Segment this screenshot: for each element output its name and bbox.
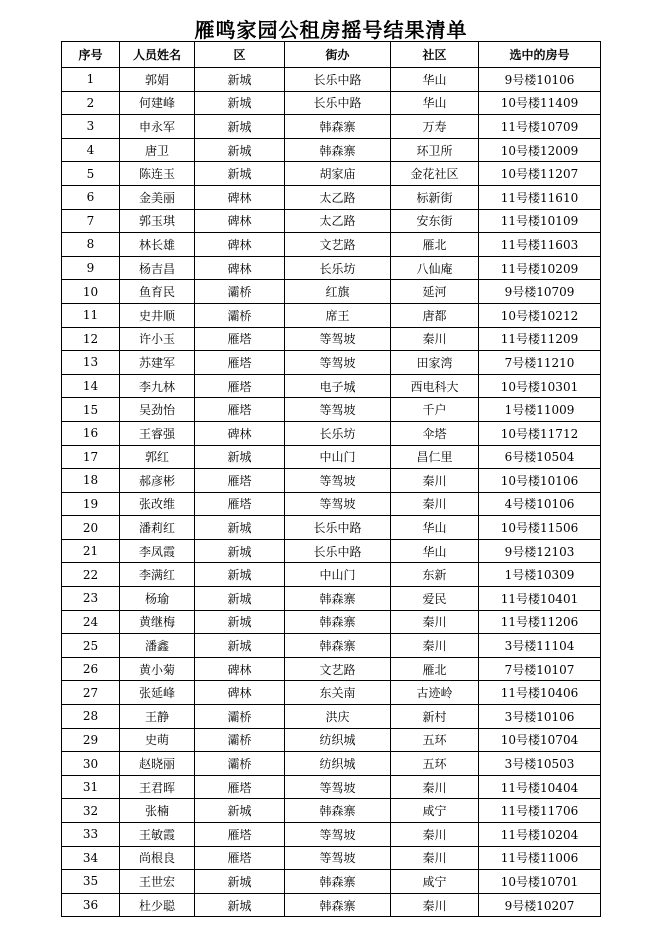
- subdistrict-cell: 红旗: [285, 280, 391, 304]
- community-cell: 咸宁: [391, 799, 479, 823]
- table-row: [62, 587, 601, 611]
- room-cell: 11号楼11603: [479, 233, 601, 257]
- subdistrict-cell: 等驾坡: [285, 846, 391, 870]
- table-row: [62, 398, 601, 422]
- subdistrict-cell: 文艺路: [285, 657, 391, 681]
- room-cell: 11号楼10406: [479, 681, 601, 705]
- room-cell: 10号楼10704: [479, 728, 601, 752]
- table-row: [62, 115, 601, 139]
- seq-cell: 25: [62, 634, 120, 658]
- community-cell: 五环: [391, 752, 479, 776]
- subdistrict-cell: 等驾坡: [285, 469, 391, 493]
- community-cell: 秦川: [391, 893, 479, 917]
- district-cell: 碑林: [195, 421, 285, 445]
- room-cell: 9号楼10207: [479, 893, 601, 917]
- district-cell: 新城: [195, 91, 285, 115]
- subdistrict-cell: 韩森寨: [285, 115, 391, 139]
- subdistrict-cell: 韩森寨: [285, 587, 391, 611]
- name-cell: 王睿强: [120, 421, 195, 445]
- table-row: [62, 539, 601, 563]
- seq-cell: 7: [62, 209, 120, 233]
- name-cell: 李九林: [120, 374, 195, 398]
- district-cell: 新城: [195, 516, 285, 540]
- district-cell: 雁塔: [195, 823, 285, 847]
- name-cell: 苏建军: [120, 351, 195, 375]
- seq-cell: 20: [62, 516, 120, 540]
- results-table: [61, 41, 601, 917]
- district-cell: 雁塔: [195, 327, 285, 351]
- subdistrict-cell: 等驾坡: [285, 351, 391, 375]
- district-cell: 新城: [195, 799, 285, 823]
- name-cell: 何建峰: [120, 91, 195, 115]
- header-district: 区: [195, 42, 285, 68]
- community-cell: 千户: [391, 398, 479, 422]
- community-cell: 田家湾: [391, 351, 479, 375]
- name-cell: 王敏霞: [120, 823, 195, 847]
- subdistrict-cell: 长乐中路: [285, 516, 391, 540]
- district-cell: 碑林: [195, 681, 285, 705]
- seq-cell: 21: [62, 539, 120, 563]
- subdistrict-cell: 电子城: [285, 374, 391, 398]
- room-cell: 11号楼10401: [479, 587, 601, 611]
- table-row: [62, 374, 601, 398]
- district-cell: 雁塔: [195, 469, 285, 493]
- table-row: [62, 681, 601, 705]
- name-cell: 张楠: [120, 799, 195, 823]
- header-room: 选中的房号: [479, 42, 601, 68]
- seq-cell: 23: [62, 587, 120, 611]
- room-cell: 11号楼10404: [479, 775, 601, 799]
- community-cell: 万寿: [391, 115, 479, 139]
- district-cell: 新城: [195, 563, 285, 587]
- room-cell: 3号楼10106: [479, 705, 601, 729]
- room-cell: 10号楼10701: [479, 870, 601, 894]
- subdistrict-cell: 韩森寨: [285, 634, 391, 658]
- room-cell: 11号楼11206: [479, 610, 601, 634]
- room-cell: 9号楼10106: [479, 68, 601, 92]
- seq-cell: 26: [62, 657, 120, 681]
- community-cell: 八仙庵: [391, 256, 479, 280]
- subdistrict-cell: 长乐坊: [285, 256, 391, 280]
- room-cell: 3号楼11104: [479, 634, 601, 658]
- community-cell: 秦川: [391, 327, 479, 351]
- community-cell: 金花社区: [391, 162, 479, 186]
- community-cell: 新村: [391, 705, 479, 729]
- room-cell: 1号楼11009: [479, 398, 601, 422]
- subdistrict-cell: 中山门: [285, 445, 391, 469]
- room-cell: 10号楼10106: [479, 469, 601, 493]
- room-cell: 11号楼11209: [479, 327, 601, 351]
- seq-cell: 4: [62, 138, 120, 162]
- subdistrict-cell: 中山门: [285, 563, 391, 587]
- subdistrict-cell: 等驾坡: [285, 775, 391, 799]
- seq-cell: 30: [62, 752, 120, 776]
- seq-cell: 19: [62, 492, 120, 516]
- name-cell: 尚根良: [120, 846, 195, 870]
- room-cell: 11号楼10204: [479, 823, 601, 847]
- seq-cell: 2: [62, 91, 120, 115]
- district-cell: 碑林: [195, 185, 285, 209]
- seq-cell: 32: [62, 799, 120, 823]
- room-cell: 10号楼10212: [479, 303, 601, 327]
- district-cell: 新城: [195, 138, 285, 162]
- subdistrict-cell: 韩森寨: [285, 610, 391, 634]
- district-cell: 碑林: [195, 233, 285, 257]
- name-cell: 郭娟: [120, 68, 195, 92]
- community-cell: 秦川: [391, 492, 479, 516]
- community-cell: 秦川: [391, 610, 479, 634]
- subdistrict-cell: 席王: [285, 303, 391, 327]
- district-cell: 雁塔: [195, 492, 285, 516]
- name-cell: 郝彦彬: [120, 469, 195, 493]
- header-seq: 序号: [62, 42, 120, 68]
- table-row: [62, 280, 601, 304]
- district-cell: 新城: [195, 634, 285, 658]
- table-row: [62, 351, 601, 375]
- subdistrict-cell: 太乙路: [285, 209, 391, 233]
- community-cell: 标新街: [391, 185, 479, 209]
- district-cell: 雁塔: [195, 846, 285, 870]
- room-cell: 9号楼10709: [479, 280, 601, 304]
- subdistrict-cell: 等驾坡: [285, 327, 391, 351]
- district-cell: 新城: [195, 587, 285, 611]
- community-cell: 华山: [391, 91, 479, 115]
- name-cell: 金美丽: [120, 185, 195, 209]
- room-cell: 10号楼12009: [479, 138, 601, 162]
- seq-cell: 27: [62, 681, 120, 705]
- community-cell: 安东街: [391, 209, 479, 233]
- community-cell: 五环: [391, 728, 479, 752]
- room-cell: 11号楼10209: [479, 256, 601, 280]
- seq-cell: 31: [62, 775, 120, 799]
- name-cell: 郭红: [120, 445, 195, 469]
- seq-cell: 17: [62, 445, 120, 469]
- room-cell: 1号楼10309: [479, 563, 601, 587]
- room-cell: 10号楼11409: [479, 91, 601, 115]
- table-row: [62, 162, 601, 186]
- table-row: [62, 327, 601, 351]
- seq-cell: 18: [62, 469, 120, 493]
- subdistrict-cell: 文艺路: [285, 233, 391, 257]
- name-cell: 潘鑫: [120, 634, 195, 658]
- table-row: [62, 233, 601, 257]
- table-row: [62, 445, 601, 469]
- name-cell: 杜少聪: [120, 893, 195, 917]
- room-cell: 10号楼11712: [479, 421, 601, 445]
- table-row: [62, 634, 601, 658]
- page-title: 雁鸣家园公租房摇号结果清单: [194, 18, 468, 42]
- room-cell: 7号楼11210: [479, 351, 601, 375]
- name-cell: 林长雄: [120, 233, 195, 257]
- room-cell: 3号楼10503: [479, 752, 601, 776]
- district-cell: 灞桥: [195, 752, 285, 776]
- community-cell: 秦川: [391, 823, 479, 847]
- district-cell: 新城: [195, 68, 285, 92]
- district-cell: 新城: [195, 115, 285, 139]
- district-cell: 碑林: [195, 256, 285, 280]
- subdistrict-cell: 等驾坡: [285, 492, 391, 516]
- name-cell: 赵晓丽: [120, 752, 195, 776]
- table-row: [62, 893, 601, 917]
- community-cell: 华山: [391, 539, 479, 563]
- seq-cell: 34: [62, 846, 120, 870]
- community-cell: 唐都: [391, 303, 479, 327]
- community-cell: 西电科大: [391, 374, 479, 398]
- subdistrict-cell: 纺织城: [285, 728, 391, 752]
- name-cell: 王静: [120, 705, 195, 729]
- subdistrict-cell: 韩森寨: [285, 870, 391, 894]
- name-cell: 史井顺: [120, 303, 195, 327]
- seq-cell: 12: [62, 327, 120, 351]
- subdistrict-cell: 等驾坡: [285, 823, 391, 847]
- subdistrict-cell: 长乐中路: [285, 539, 391, 563]
- seq-cell: 14: [62, 374, 120, 398]
- community-cell: 昌仁里: [391, 445, 479, 469]
- room-cell: 11号楼10109: [479, 209, 601, 233]
- district-cell: 雁塔: [195, 775, 285, 799]
- district-cell: 新城: [195, 610, 285, 634]
- community-cell: 秦川: [391, 846, 479, 870]
- table-row: [62, 728, 601, 752]
- name-cell: 王君晖: [120, 775, 195, 799]
- community-cell: 雁北: [391, 233, 479, 257]
- seq-cell: 35: [62, 870, 120, 894]
- district-cell: 新城: [195, 893, 285, 917]
- community-cell: 咸宁: [391, 870, 479, 894]
- community-cell: 秦川: [391, 469, 479, 493]
- table-row: [62, 91, 601, 115]
- name-cell: 鱼育民: [120, 280, 195, 304]
- header-community: 社区: [391, 42, 479, 68]
- community-cell: 爱民: [391, 587, 479, 611]
- table-row: [62, 209, 601, 233]
- table-row: [62, 421, 601, 445]
- district-cell: 雁塔: [195, 351, 285, 375]
- name-cell: 黄继梅: [120, 610, 195, 634]
- seq-cell: 13: [62, 351, 120, 375]
- seq-cell: 16: [62, 421, 120, 445]
- table-row: [62, 657, 601, 681]
- name-cell: 陈连玉: [120, 162, 195, 186]
- seq-cell: 8: [62, 233, 120, 257]
- seq-cell: 5: [62, 162, 120, 186]
- name-cell: 张延峰: [120, 681, 195, 705]
- table-row: [62, 256, 601, 280]
- seq-cell: 9: [62, 256, 120, 280]
- community-cell: 东新: [391, 563, 479, 587]
- table-row: [62, 516, 601, 540]
- header-name: 人员姓名: [120, 42, 195, 68]
- name-cell: 王世宏: [120, 870, 195, 894]
- table-row: [62, 469, 601, 493]
- subdistrict-cell: 长乐中路: [285, 68, 391, 92]
- room-cell: 6号楼10504: [479, 445, 601, 469]
- subdistrict-cell: 长乐中路: [285, 91, 391, 115]
- table-body: [62, 68, 601, 917]
- table-row: [62, 610, 601, 634]
- district-cell: 碑林: [195, 657, 285, 681]
- seq-cell: 6: [62, 185, 120, 209]
- community-cell: 延河: [391, 280, 479, 304]
- district-cell: 雁塔: [195, 398, 285, 422]
- subdistrict-cell: 洪庆: [285, 705, 391, 729]
- name-cell: 郭玉琪: [120, 209, 195, 233]
- table-row: [62, 138, 601, 162]
- table-row: [62, 775, 601, 799]
- room-cell: 9号楼12103: [479, 539, 601, 563]
- district-cell: 灞桥: [195, 280, 285, 304]
- district-cell: 新城: [195, 445, 285, 469]
- name-cell: 史萌: [120, 728, 195, 752]
- district-cell: 灞桥: [195, 705, 285, 729]
- district-cell: 灞桥: [195, 303, 285, 327]
- community-cell: 伞塔: [391, 421, 479, 445]
- community-cell: 雁北: [391, 657, 479, 681]
- subdistrict-cell: 韩森寨: [285, 138, 391, 162]
- room-cell: 7号楼10107: [479, 657, 601, 681]
- table-row: [62, 705, 601, 729]
- room-cell: 4号楼10106: [479, 492, 601, 516]
- name-cell: 张改维: [120, 492, 195, 516]
- community-cell: 华山: [391, 68, 479, 92]
- seq-cell: 1: [62, 68, 120, 92]
- subdistrict-cell: 等驾坡: [285, 398, 391, 422]
- header-subdistrict: 街办: [285, 42, 391, 68]
- table-row: [62, 823, 601, 847]
- name-cell: 唐卫: [120, 138, 195, 162]
- district-cell: 灞桥: [195, 728, 285, 752]
- district-cell: 新城: [195, 162, 285, 186]
- subdistrict-cell: 长乐坊: [285, 421, 391, 445]
- seq-cell: 36: [62, 893, 120, 917]
- room-cell: 10号楼11506: [479, 516, 601, 540]
- community-cell: 古迹岭: [391, 681, 479, 705]
- seq-cell: 10: [62, 280, 120, 304]
- seq-cell: 33: [62, 823, 120, 847]
- community-cell: 秦川: [391, 634, 479, 658]
- seq-cell: 28: [62, 705, 120, 729]
- name-cell: 吴劲怡: [120, 398, 195, 422]
- table-row: [62, 563, 601, 587]
- table-row: [62, 492, 601, 516]
- name-cell: 许小玉: [120, 327, 195, 351]
- seq-cell: 11: [62, 303, 120, 327]
- name-cell: 潘莉红: [120, 516, 195, 540]
- room-cell: 10号楼11207: [479, 162, 601, 186]
- room-cell: 10号楼10301: [479, 374, 601, 398]
- header-row: [62, 42, 601, 68]
- table-row: [62, 846, 601, 870]
- subdistrict-cell: 韩森寨: [285, 799, 391, 823]
- table-row: [62, 68, 601, 92]
- district-cell: 碑林: [195, 209, 285, 233]
- name-cell: 李凤霞: [120, 539, 195, 563]
- room-cell: 11号楼11706: [479, 799, 601, 823]
- table-row: [62, 752, 601, 776]
- subdistrict-cell: 纺织城: [285, 752, 391, 776]
- room-cell: 11号楼10709: [479, 115, 601, 139]
- subdistrict-cell: 韩森寨: [285, 893, 391, 917]
- table-row: [62, 870, 601, 894]
- seq-cell: 15: [62, 398, 120, 422]
- seq-cell: 22: [62, 563, 120, 587]
- seq-cell: 29: [62, 728, 120, 752]
- subdistrict-cell: 东关南: [285, 681, 391, 705]
- district-cell: 雁塔: [195, 374, 285, 398]
- seq-cell: 3: [62, 115, 120, 139]
- community-cell: 环卫所: [391, 138, 479, 162]
- table-row: [62, 303, 601, 327]
- room-cell: 11号楼11006: [479, 846, 601, 870]
- name-cell: 杨吉昌: [120, 256, 195, 280]
- table-row: [62, 799, 601, 823]
- subdistrict-cell: 胡家庙: [285, 162, 391, 186]
- name-cell: 李满红: [120, 563, 195, 587]
- community-cell: 华山: [391, 516, 479, 540]
- community-cell: 秦川: [391, 775, 479, 799]
- district-cell: 新城: [195, 870, 285, 894]
- subdistrict-cell: 太乙路: [285, 185, 391, 209]
- district-cell: 新城: [195, 539, 285, 563]
- room-cell: 11号楼11610: [479, 185, 601, 209]
- name-cell: 申永军: [120, 115, 195, 139]
- name-cell: 黄小菊: [120, 657, 195, 681]
- seq-cell: 24: [62, 610, 120, 634]
- name-cell: 杨瑜: [120, 587, 195, 611]
- table-row: [62, 185, 601, 209]
